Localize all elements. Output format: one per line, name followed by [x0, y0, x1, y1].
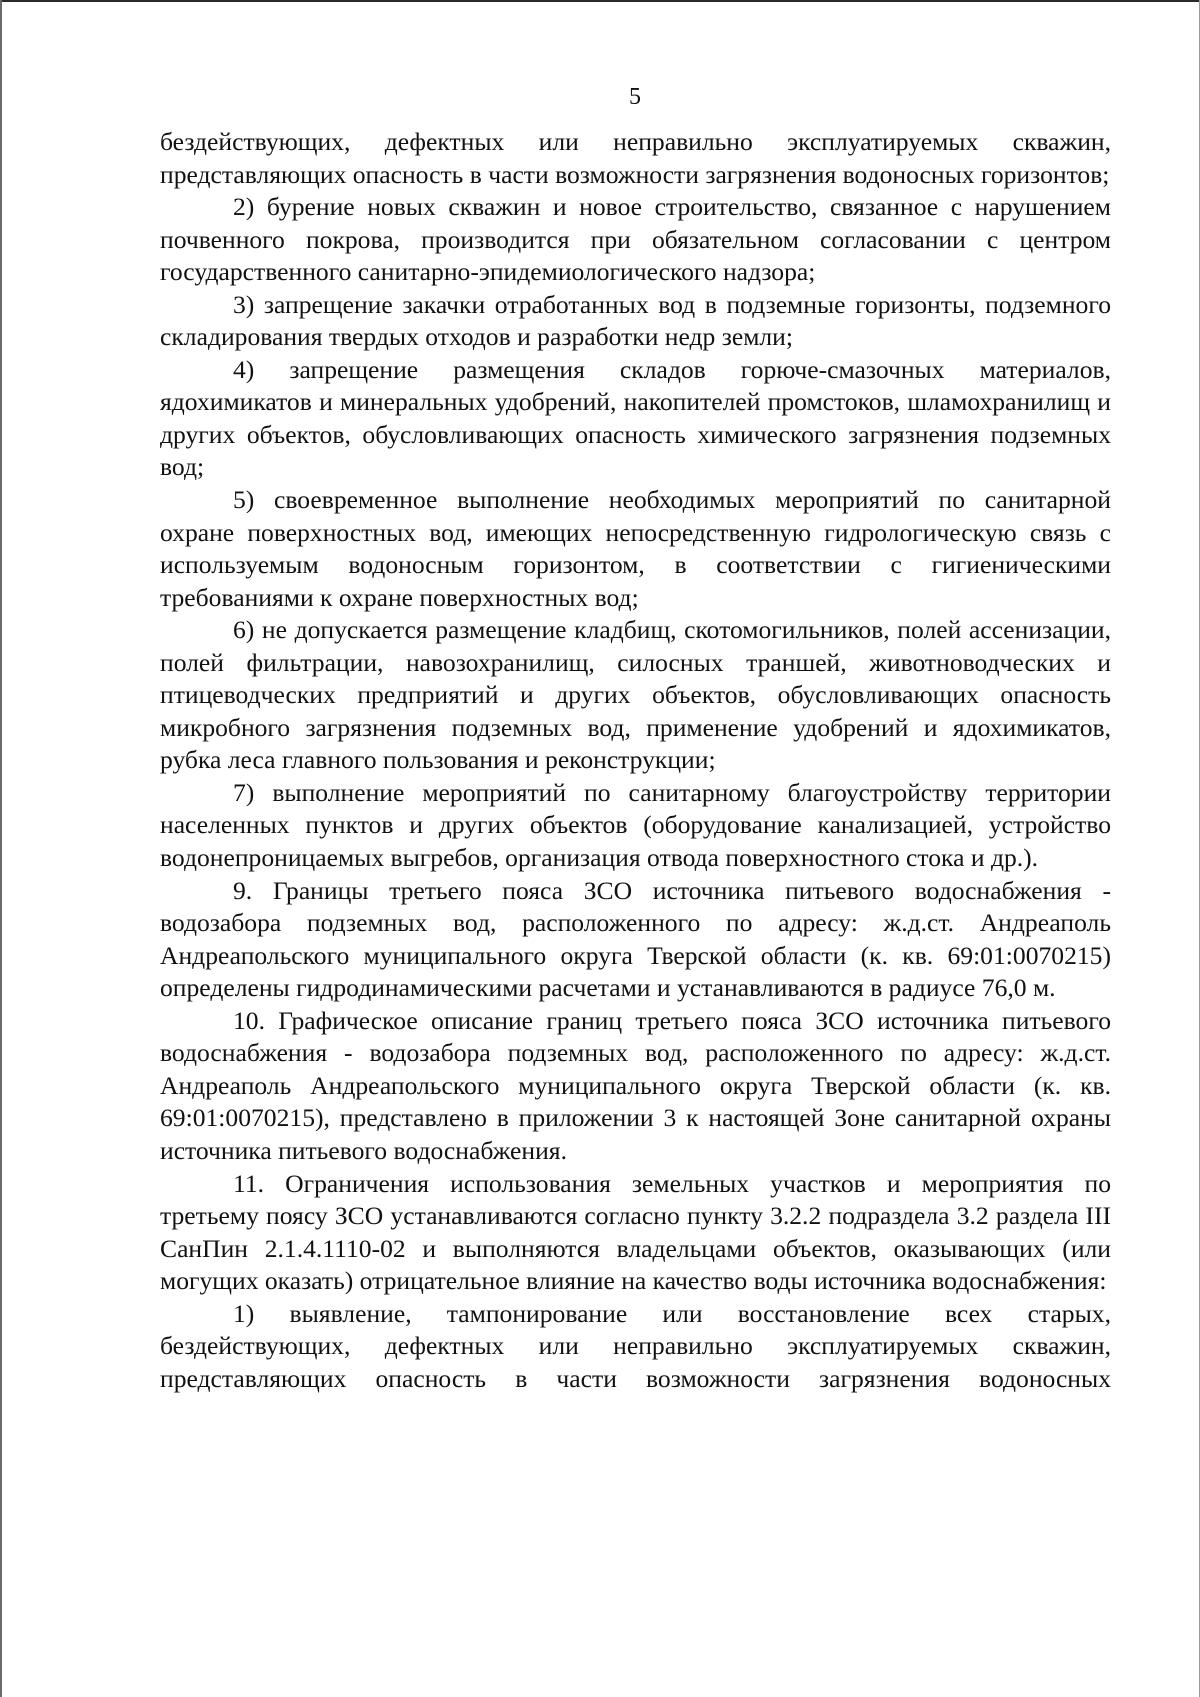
scan-edge-left: [0, 0, 2, 1697]
paragraph-item-2: 2) бурение новых скважин и новое строительство, связанное с нарушением почвенного покрова, производится при обязательном согласовании с центром государственного санитарно-эпидемиологического надзора;: [160, 192, 1111, 287]
paragraph-item-5: 5) своевременное выполнение необходимых мероприятий по санитарной охране поверхностных вод, имеющих непосредственную гидрологическую связь с используемым водоносным горизонтом, в соответствии с гигиеническими требованиями к охране поверхностных вод;: [160, 485, 1111, 612]
paragraph-item-6: 6) не допускается размещение кладбищ, скотомогильников, полей ассенизации, полей фильтрации, навозохранилищ, силосных траншей, животноводческих и птицеводческих предприятий и других объектов, обусловливающих опасность микробного загрязнения подземных вод, применение удобрений и ядохимикатов, рубка леса главного пользования и реконструкции;: [160, 615, 1111, 775]
scan-edge-top: [0, 0, 1200, 2]
paragraph-item-1-continued: 1) выявление, тампонирование или восстановление всех старых, бездействующих, дефектных или неправильно эксплуатируемых скважин, представляющих опасность в части возможности загрязнения водоносных: [160, 1298, 1111, 1393]
paragraph-section-9: 9. Границы третьего пояса ЗСО источника питьевого водоснабжения - водозабора подземных вод, расположенного по адресу: ж.д.ст. Андреаполь Андреапольского муниципального округа Тверской области (к. кв. 69:01:0070215) определены гидродинамическими расчетами и устанавливаются в радиусе 76,0 м.: [160, 875, 1111, 1003]
document-body: [160, 126, 1111, 1395]
paragraph-item-4: 4) запрещение размещения складов горюче-смазочных материалов, ядохимикатов и минеральных удобрений, накопителей промстоков, шламохранилищ и других объектов, обусловливающих опасность химического загрязнения подземных вод;: [160, 354, 1111, 482]
paragraph-item-3: 3) запрещение закачки отработанных вод в подземные горизонты, подземного складирования твердых отходов и разработки недр земли;: [160, 289, 1111, 352]
paragraph-section-10: 10. Графическое описание границ третьего пояса ЗСО источника питьевого водоснабжения - водозабора подземных вод, расположенного по адресу: ж.д.ст. Андреаполь Андреапольского муниципального округа Тверской области (к. кв. 69:01:0070215), представлено в приложении 3 к настоящей Зоне санитарной охраны источника питьевого водоснабжения.: [160, 1005, 1111, 1165]
paragraph-item-7: 7) выполнение мероприятий по санитарному благоустройству территории населенных пунктов и других объектов (оборудование канализацией, устройство водонепроницаемых выгребов, организация отвода поверхностного стока и др.).: [160, 777, 1111, 873]
paragraph-continuation: бездействующих, дефектных или неправильно эксплуатируемых скважин, представляющих опасность в части возможности загрязнения водоносных горизонтов;: [160, 127, 1111, 189]
paragraph-section-11: 11. Ограничения использования земельных участков и мероприятия по третьему поясу ЗСО устанавливаются согласно пункту 3.2.2 подраздела 3.2 раздела III СанПин 2.1.4.1110-02 и выполняются владельцами объектов, оказывающих (или могущих оказать) отрицательное влияние на качество воды источника водоснабжения:: [160, 1168, 1111, 1296]
page-number: 5: [629, 84, 641, 110]
